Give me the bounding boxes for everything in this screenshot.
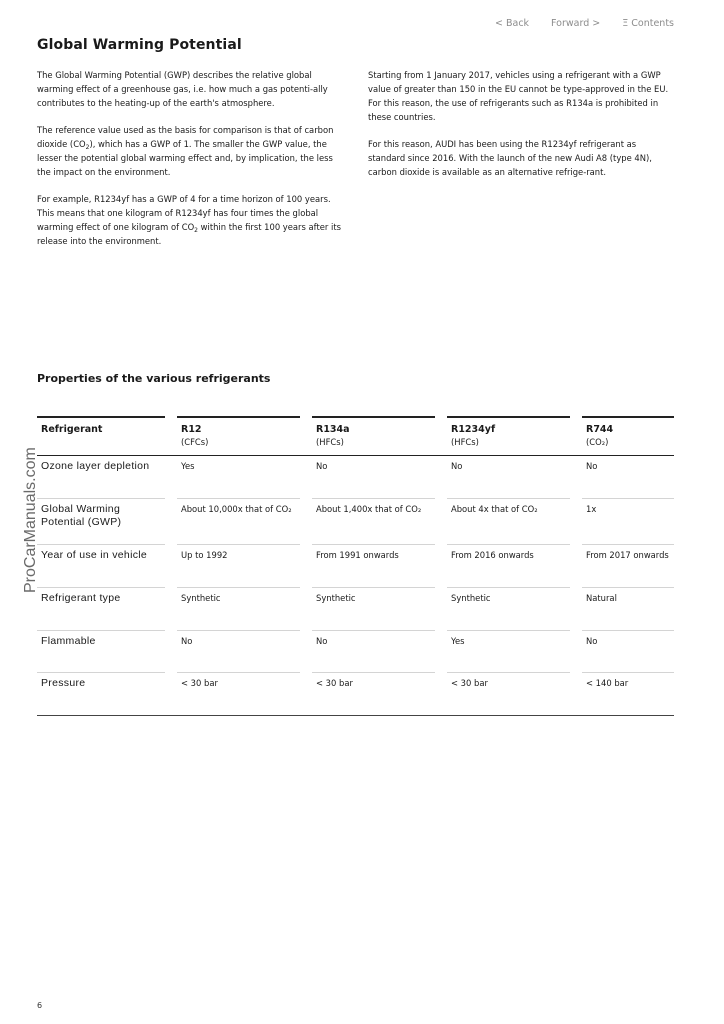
watermark: ProCarManuals.com	[22, 447, 39, 593]
table-cell: No	[177, 631, 300, 673]
paragraph: For this reason, AUDI has been using the R1234yf refrigerant as standard since 2016. With the launch of the new Audi A8 (type 4N), carbon dioxide is available as an alternative refrige-rant.	[368, 139, 652, 177]
table-cell: No	[447, 456, 570, 499]
table-row	[37, 673, 674, 716]
header-cell-r744: R744 (CO₂)	[582, 416, 674, 456]
table-cell: < 30 bar	[177, 673, 300, 716]
table-row	[37, 456, 674, 499]
table-cell: From 2016 onwards	[447, 545, 570, 588]
paragraph: The Global Warming Potential (GWP) describes the relative global warming effect of a greenhouse gas, i.e. how much a gas potenti-ally contributes to the heating-up of the earth's atmosphere.	[37, 70, 328, 108]
table-cell: Synthetic	[447, 588, 570, 631]
forward-link[interactable]: Forward >	[551, 18, 601, 29]
table-cell: Yes	[177, 456, 300, 499]
text-run: For example, R1234yf has a GWP of 4 for a time horizon of 100 years. This means that one kilogram of R1234yf has four times the global warming effect of one kilogram of CO	[37, 194, 331, 232]
table-cell: Yes	[447, 631, 570, 673]
table-row	[37, 631, 674, 673]
row-label: Global Warming Potential (GWP)	[37, 499, 165, 545]
table-cell: Natural	[582, 588, 674, 631]
table-cell: Synthetic	[312, 588, 435, 631]
subscript: 2	[85, 144, 90, 151]
subscript: 2	[194, 227, 198, 234]
table-cell: From 1991 onwards	[312, 545, 435, 588]
table-cell: From 2017 onwards	[582, 545, 674, 588]
paragraph: Starting from 1 January 2017, vehicles using a refrigerant with a GWP value of greater than 150 in the EU cannot be type-approved in the EU. For this reason, the use of refrigerants such as R134a is prohibited in these countries.	[368, 70, 669, 122]
header-cell-r12: R12 (CFCs)	[177, 416, 300, 456]
table-cell: About 1,400x that of CO₂	[312, 499, 435, 545]
text-run: within the first 100 years after its release into the environment.	[37, 222, 341, 246]
table-cell: About 4x that of CO₂	[447, 499, 570, 545]
section-title: Properties of the various refrigerants	[37, 372, 271, 385]
table-cell: < 30 bar	[447, 673, 570, 716]
table-cell: About 10,000x that of CO₂	[177, 499, 300, 545]
table-cell: Synthetic	[177, 588, 300, 631]
table-cell: No	[582, 631, 674, 673]
table-header-row	[37, 416, 674, 456]
table-cell: No	[312, 456, 435, 499]
contents-link[interactable]: Ξ Contents	[622, 18, 674, 29]
table-cell: Up to 1992	[177, 545, 300, 588]
table-row	[37, 545, 674, 588]
page-navigation	[495, 18, 674, 29]
left-text-column	[37, 68, 341, 261]
row-label: Year of use in vehicle	[37, 545, 165, 588]
row-label: Pressure	[37, 673, 165, 716]
header-cell-label: Refrigerant	[37, 416, 165, 456]
table-row	[37, 499, 674, 545]
text-run: The reference value used as the basis for comparison is that of carbon dioxide (CO	[37, 125, 334, 149]
text-run: ), which has a GWP of 1. The smaller the GWP value, the lesser the potential global warming effect and, by implication, the less the impact on the environment.	[37, 139, 333, 177]
table-cell: < 140 bar	[582, 673, 674, 716]
right-text-column	[368, 68, 674, 192]
refrigerant-properties-table	[37, 416, 674, 716]
row-label: Ozone layer depletion	[37, 456, 165, 499]
row-label: Refrigerant type	[37, 588, 165, 631]
paragraph	[37, 123, 341, 179]
table-cell: No	[582, 456, 674, 499]
table-row	[37, 588, 674, 631]
page-number: 6	[37, 1001, 43, 1010]
header-cell-r134a: R134a (HFCs)	[312, 416, 435, 456]
table-cell: 1x	[582, 499, 674, 545]
header-cell-r1234yf: R1234yf (HFCs)	[447, 416, 570, 456]
table-cell: < 30 bar	[312, 673, 435, 716]
back-link[interactable]: < Back	[495, 18, 530, 29]
row-label: Flammable	[37, 631, 165, 673]
page-title: Global Warming Potential	[37, 37, 242, 53]
paragraph	[37, 192, 341, 248]
table-cell: No	[312, 631, 435, 673]
